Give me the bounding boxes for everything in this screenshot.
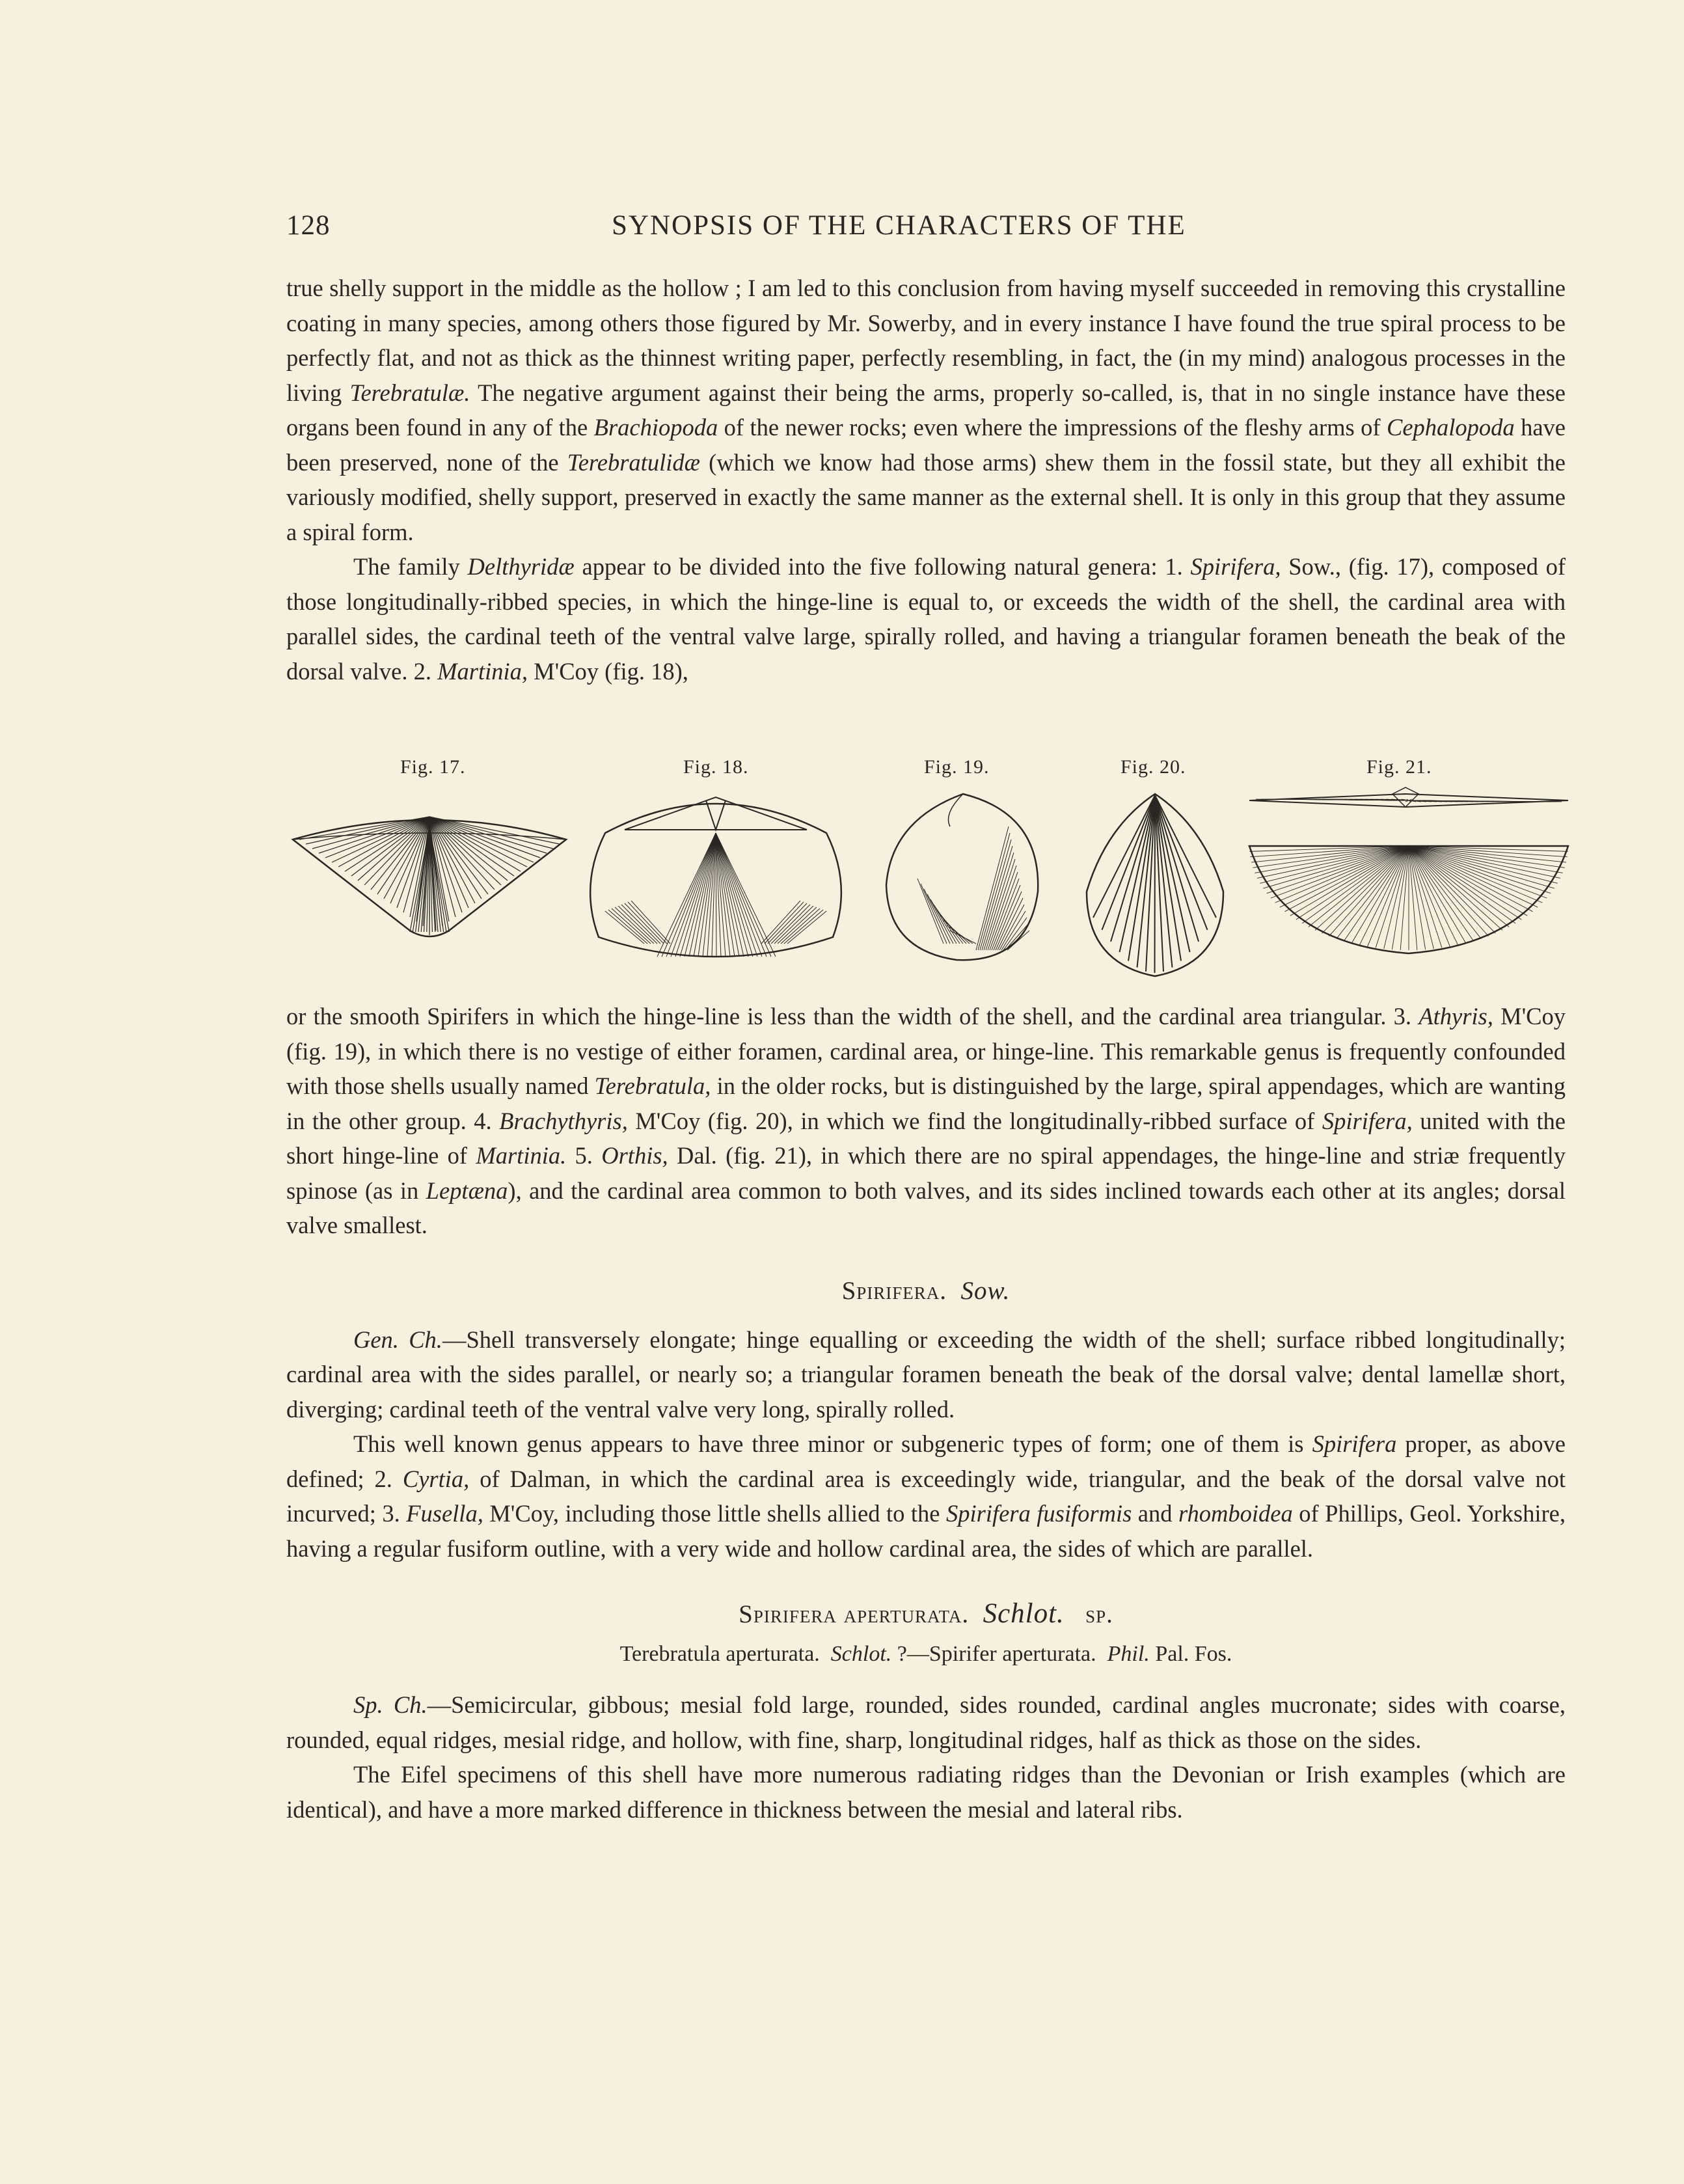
fig-19-label: Fig. 19. — [924, 756, 990, 778]
fig-21-label: Fig. 21. — [1366, 756, 1432, 778]
paragraph-specific-characters: Sp. Ch.—Semicircular, gibbous; mesial fold large, rounded, sides rounded, cardinal angles mucronate; sides with coarse, rounded, equal ridges, mesial ridge, and hollow, with fine, sharp, longitudinal ridges, half as thick as those on the sides. — [286, 1691, 1566, 1753]
paragraph-athyris-orthis: or the smooth Spirifers in which the hinge-line is less than the width of the shell, and the cardinal area triangular. 3. Athyris, M'Coy (fig. 19), in which there is no vestige of either foramen, cardinal area, or hinge-line. This remarkable genus is frequently confounded with those shells usually named Terebratula, in the older rocks, but is distinguished by the large, spiral appendages, which are wanting in the other group. 4. Brachythyris, M'Coy (fig. 20), in which we find the longitudinally-ribbed surface of Spirifera, united with the short hinge-line of Martinia. 5. Orthis, Dal. (fig. 21), in which there are no spiral appendages, the hinge-line and striæ frequently spinose (as in Leptæna), and the cardinal area common to both valves, and its sides inclined towards each other at its angles; dorsal valve smallest. — [286, 1003, 1566, 1238]
page-number: 128 — [286, 210, 331, 241]
paragraph-generic-characters: Gen. Ch.—Shell transversely elongate; hinge equalling or exceeding the width of the shell; surface ribbed longitudinally; cardinal area with the sides parallel, or nearly so; a triangular foramen beneath the beak of the dorsal valve; dental lamellæ short, diverging; cardinal teeth of the ventral valve very long, spirally rolled. — [286, 1326, 1566, 1423]
fig-19-athyris-shell — [878, 787, 1048, 970]
fig-18-martinia-shell — [579, 781, 852, 976]
heading-spirifera-aperturata: Spirifera aperturata. Schlot. sp. — [739, 1598, 1113, 1629]
running-title: SYNOPSIS OF THE CHARACTERS OF THE — [612, 210, 1186, 241]
page-header — [286, 210, 1562, 249]
fig-20-brachythyris-shell — [1074, 787, 1236, 983]
paragraph-eifel-specimens: The Eifel specimens of this shell have more numerous radiating ridges than the Devonian or Irish examples (which are identical), and have a more marked difference in thickness between the mesial and lateral ribs. — [286, 1761, 1566, 1823]
paragraph-subgeneric-types: This well known genus appears to have three minor or subgeneric types of form; one of them is Spirifera proper, as above defined; 2. Cyrtia, of Dalman, in which the cardinal area is exceedingly wide, triangular, and the beak of the dorsal valve not incurved; 3. Fusella, M'Coy, including those little shells allied to the Spirifera fusiformis and rhomboidea of Phillips, Geol. Yorkshire, having a regular fusiform outline, with a very wide and hollow cardinal area, the sides of which are parallel. — [286, 1430, 1566, 1562]
text-block-bottom — [286, 999, 1566, 1827]
paragraph-delthyridae-genera: The family Delthyridæ appear to be divided into the five following natural genera: 1. Spirifera, Sow., (fig. 17), composed of those longitudinally-ribbed species, in which the hinge-line is equal to, or exceeds the width of the shell, the cardinal area with parallel sides, the cardinal teeth of the ventral valve large, spirally rolled, and having a triangular foramen beneath the beak of the dorsal valve. 2. Martinia, M'Coy (fig. 18), — [286, 553, 1566, 685]
paragraph-spiral-support: true shelly support in the middle as the hollow ; I am led to this conclusion from having myself succeeded in removing this crystalline coating in many species, among others those figured by Mr. Sowerby, and in every instance I have found the true spiral process to be perfectly flat, and not as thick as the thinnest writing paper, perfectly resembling, in fact, the (in my mind) analogous processes in the living Terebratulæ. The negative argument against their being the arms, properly so-called, is, that in no single instance have these organs been found in any of the Brachiopoda of the newer rocks; even where the impressions of the fleshy arms of Cephalopoda have been preserved, none of the Terebratulidæ (which we know had those arms) shew them in the fossil state, but they all exhibit the variously modified, shelly support, preserved in exactly the same manner as the external shell. It is only in this group that they assume a spiral form. — [286, 275, 1566, 545]
fig-20-label: Fig. 20. — [1120, 756, 1186, 778]
heading-spirifera: Spirifera. Sow. — [841, 1276, 1011, 1305]
figure-strip — [286, 748, 1575, 983]
synonymy-line: Terebratula aperturata. Schlot. ?—Spirifer aperturata. Phil. Pal. Fos. — [619, 1642, 1232, 1666]
text-block-top — [286, 271, 1566, 689]
fig-17-label: Fig. 17. — [400, 756, 466, 778]
fig-18-label: Fig. 18. — [683, 756, 749, 778]
fig-17-spirifera-shell — [286, 787, 573, 944]
fig-21-orthis-shell — [1243, 774, 1575, 970]
